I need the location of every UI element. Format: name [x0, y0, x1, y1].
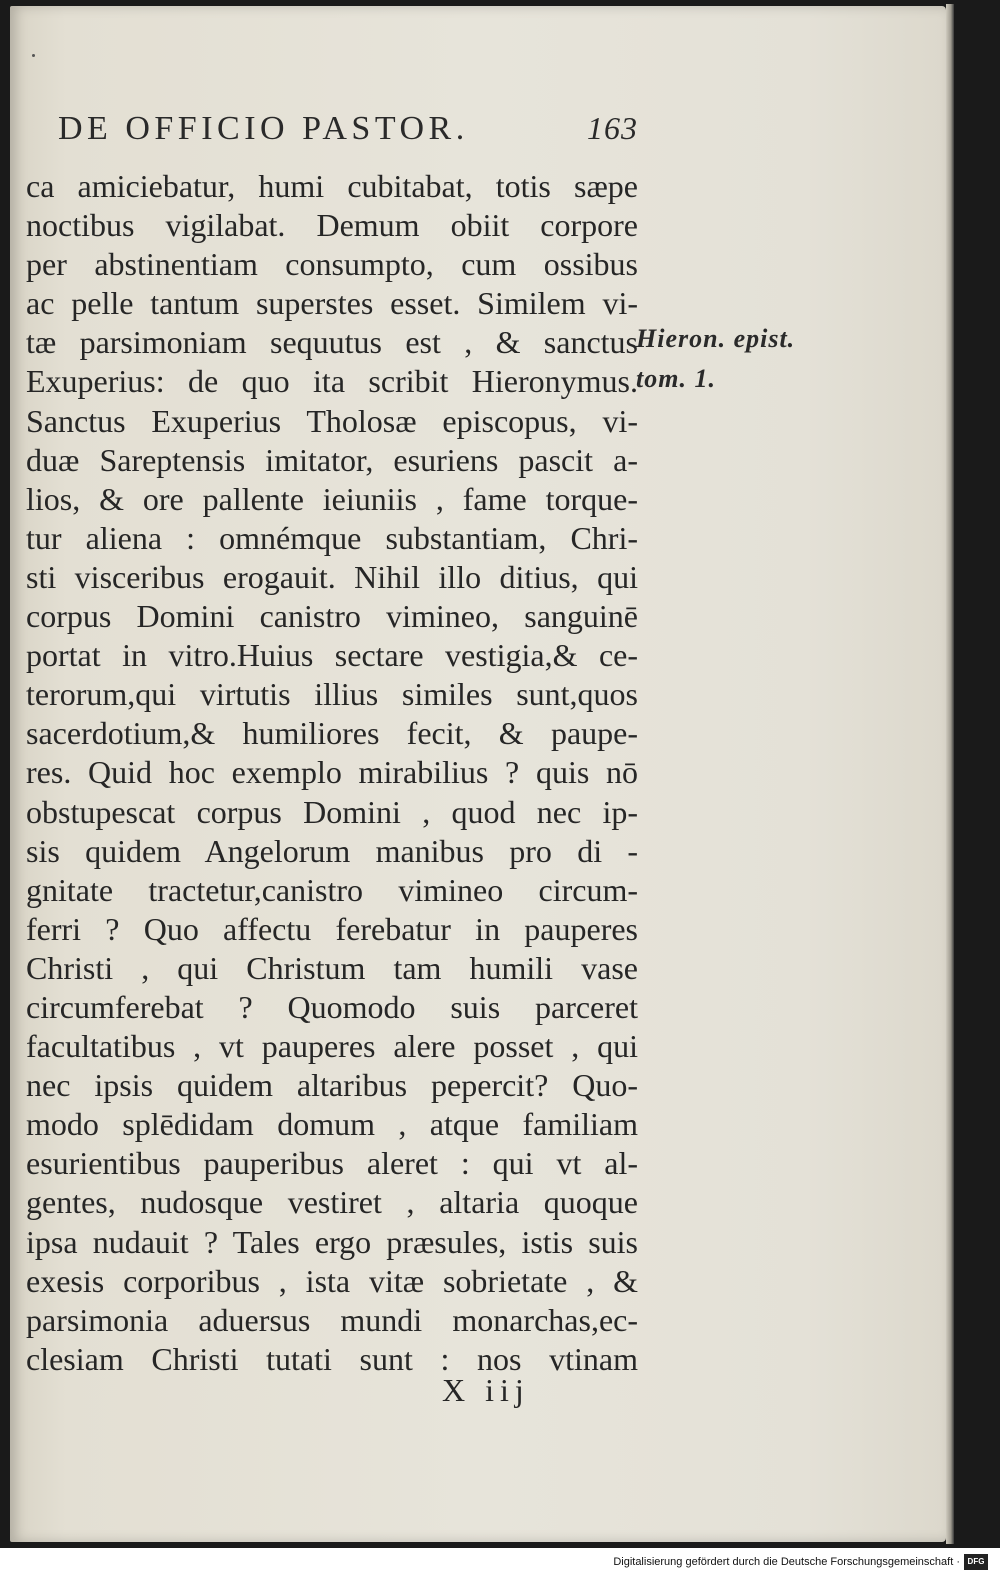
text-line: facultatibus , vt pauperes alere posset , qui: [26, 1028, 638, 1065]
running-header: [58, 110, 638, 158]
text-line: modo splēdidam domum , atque familiam: [26, 1106, 638, 1143]
text-line: ca amiciebatur, humi cubitabat, totis sæpe: [26, 168, 638, 204]
text-line: corpus Domini canistro vimineo, sanguinē: [26, 598, 638, 635]
text-line: terorum,qui virtutis illius similes sunt,quos: [26, 676, 638, 713]
signature-mark: X iij: [442, 1372, 530, 1408]
text-line: ipsa nudauit ? Tales ergo præsules, istis suis: [26, 1223, 638, 1260]
text-line: Sanctus Exuperius Tholosæ episcopus, vi-: [26, 402, 638, 439]
margin-note-volume: tom. 1.: [636, 364, 716, 393]
text-line: noctibus vigilabat. Demum obiit corpore: [26, 207, 638, 244]
page-number: 163: [587, 110, 638, 146]
speck: [32, 54, 35, 57]
text-line: nec ipsis quidem altaribus pepercit? Quo-: [26, 1067, 638, 1104]
text-line: esurientibus pauperibus aleret : qui vt al-: [26, 1145, 638, 1182]
text-line: circumferebat ? Quomodo suis parceret: [26, 988, 638, 1025]
text-line: duæ Sareptensis imitator, esuriens pascit a-: [26, 441, 638, 478]
running-title: DE OFFICIO PASTOR.: [58, 110, 469, 147]
text-line: obstupescat corpus Domini , quod nec ip-: [26, 793, 638, 830]
text-line: res. Quid hoc exemplo mirabilius ? quis nō: [26, 754, 638, 791]
text-line: sti visceribus erogauit. Nihil illo ditius, qui: [26, 558, 638, 595]
text-line: tur aliena : omnémque substantiam, Chri-: [26, 519, 638, 556]
dfg-logo: DFG: [964, 1554, 988, 1570]
text-line: parsimonia aduersus mundi monarchas,ec-: [26, 1301, 638, 1338]
text-line: ferri ? Quo affectu ferebatur in pauperes: [26, 910, 638, 947]
text-line: portat in vitro.Huius sectare vestigia,& ce-: [26, 637, 638, 674]
text-line: sacerdotium,& humiliores fecit, & paupe-: [26, 715, 638, 752]
text-line: gnitate tractetur,canistro vimineo circum-: [26, 871, 638, 908]
text-line: exesis corporibus , ista vitæ sobrietate , &: [26, 1262, 638, 1299]
text-line: Christi , qui Christum tam humili vase: [26, 949, 638, 986]
text-line: ac pelle tantum superstes esset. Similem vi-: [26, 285, 638, 322]
text-line: lios, & ore pallente ieiuniis , fame torque-: [26, 480, 638, 517]
body-text: [26, 167, 638, 1379]
text-line: clesiam Christi tutati sunt : nos vtinam: [26, 1340, 638, 1377]
funding-credit: Digitalisierung gefördert durch die Deutsche Forschungsgemeinschaft ·: [613, 1556, 960, 1568]
text-line: per abstinentiam consumpto, cum ossibus: [26, 246, 638, 283]
text-line: sis quidem Angelorum manibus pro di -: [26, 832, 638, 869]
text-line: tæ parsimoniam sequutus est , & sanctus: [26, 324, 638, 361]
text-line: gentes, nudosque vestiret , altaria quoque: [26, 1184, 638, 1221]
margin-note-reference: Hieron. epist.: [636, 324, 796, 353]
page-edge: [946, 4, 954, 1544]
footer-bar: [0, 1548, 1000, 1580]
text-line: Exuperius: de quo ita scribit Hieronymus.: [26, 363, 638, 400]
